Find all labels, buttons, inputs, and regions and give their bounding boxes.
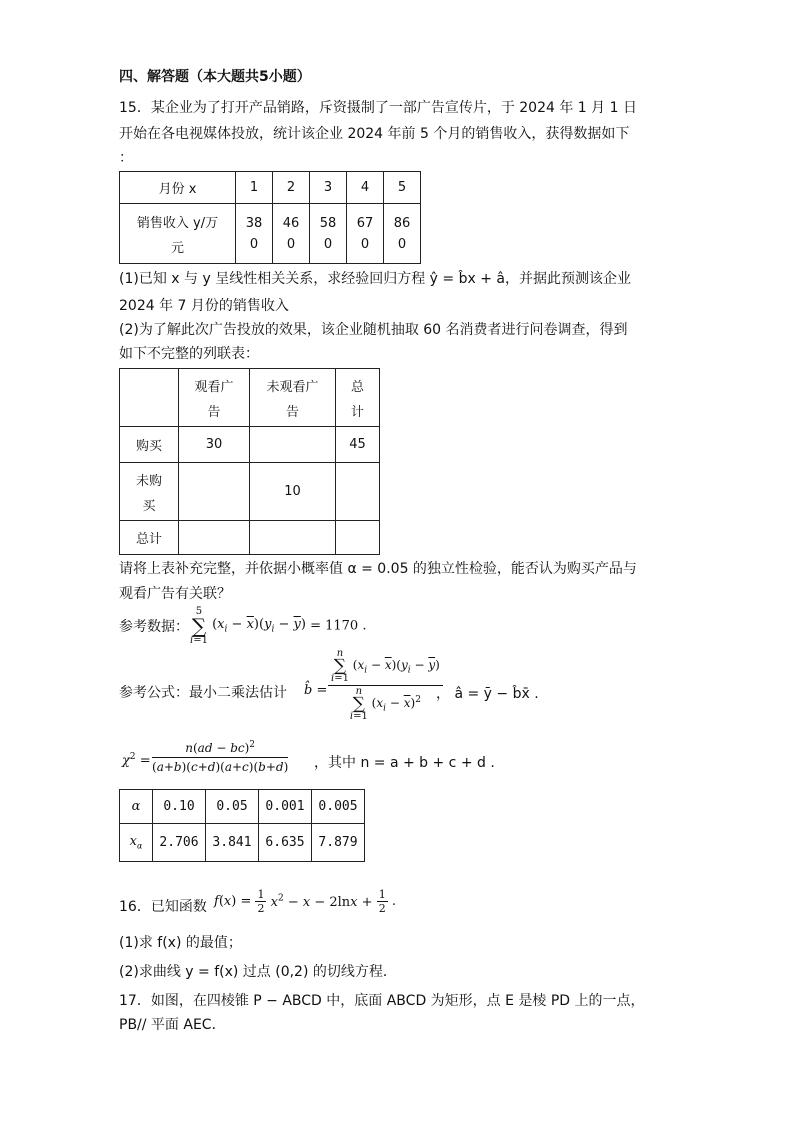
ref-data-value: = 1170 . bbox=[310, 618, 367, 634]
critical-value-table bbox=[119, 789, 365, 862]
cell-buy-not-watched bbox=[250, 427, 336, 463]
alpha-cell: 0.005 bbox=[312, 790, 365, 824]
cell-total-total bbox=[336, 521, 380, 555]
sales-cell: 86 0 bbox=[384, 204, 421, 264]
alpha-cell: 0.05 bbox=[206, 790, 259, 824]
cell-total-watched bbox=[179, 521, 250, 555]
sales-cell: 67 0 bbox=[347, 204, 384, 264]
header-total: 总 计 bbox=[336, 369, 380, 427]
q15-stem-line1: 15．某企业为了打开产品销路，斥资摄制了一部广告宣传片，于 2024 年 1 月 1 日 bbox=[119, 100, 637, 116]
q17-line2: PB// 平面 AEC． bbox=[119, 1017, 226, 1033]
b-hat-symbol: b̂ = bbox=[304, 683, 328, 698]
alpha-label: α bbox=[120, 790, 153, 824]
cell-nobuy-not-watched: 10 bbox=[250, 463, 336, 521]
month-header: 月份 x bbox=[120, 172, 236, 204]
q15-ask-line1: 请将上表补充完整，并依据小概率值 α = 0.05 的独立性检验，能否认为购买产品与 bbox=[119, 561, 637, 577]
a-hat-formula: ， â = ȳ − b̂x̄ . bbox=[436, 686, 539, 702]
q16-stem-prefix: 16．已知函数 bbox=[119, 899, 207, 915]
sales-cell: 38 0 bbox=[236, 204, 273, 264]
header-watched: 观看广 告 bbox=[179, 369, 250, 427]
sum-expression: 5 ∑ i=1 $(x_i - \overline{x})(y_i - \overline{y}) = 1170$ . bbox=[190, 606, 367, 646]
q15-part2-line2: 如下不完整的列联表： bbox=[119, 346, 259, 362]
alpha-cell: 0.001 bbox=[259, 790, 312, 824]
chi-square-fraction: n(ad − bc)$^2$ (a+b)(c+d)(a+c)(b+d) bbox=[152, 740, 289, 774]
ref-formula-label: 参考公式：最小二乘法估计 bbox=[119, 685, 287, 701]
q16-part1: (1)求 f(x) 的最值； bbox=[119, 935, 242, 951]
q17-line1: 17．如图，在四棱锥 P − ABCD 中，底面 ABCD 为矩形，点 E 是棱 PD 上的一点， bbox=[119, 993, 645, 1009]
ref-data-label: 参考数据： bbox=[119, 619, 189, 635]
sales-cell: 46 0 bbox=[273, 204, 310, 264]
q15-part1-line2: 2024 年 7 月份的销售收入 bbox=[119, 298, 289, 314]
q15-part1-line1: (1)已知 x 与 y 呈线性相关关系，求经验回归方程 ŷ = b̂x + â，并据此预测该企业 bbox=[119, 271, 631, 287]
row-nobuy-label: 未购 买 bbox=[120, 463, 179, 521]
row-buy-label: 购买 bbox=[120, 427, 179, 463]
month-cell: 1 bbox=[236, 172, 273, 204]
month-cell: 3 bbox=[310, 172, 347, 204]
cell-buy-total: 45 bbox=[336, 427, 380, 463]
sales-table bbox=[119, 171, 421, 264]
corner-cell bbox=[120, 369, 179, 427]
sales-cell: 58 0 bbox=[310, 204, 347, 264]
section-title: 四、解答题（本大题共5小题） bbox=[119, 69, 311, 85]
x-cell: 2.706 bbox=[153, 824, 206, 862]
month-cell: 4 bbox=[347, 172, 384, 204]
least-squares-fraction: n ∑ i=1 $(x_i - \overline{x})(y_i - \overline{y})$ n ∑ i=1 $(x_i - \overline{x})^2$ bbox=[328, 650, 443, 721]
month-cell: 5 bbox=[384, 172, 421, 204]
q15-stem-line2: 开始在各电视媒体投放，统计该企业 2024 年前 5 个月的销售收入，获得数据如下 bbox=[119, 126, 630, 142]
q15-ask-line2: 观看广告有关联？ bbox=[119, 586, 231, 602]
x-alpha-label: $x_\alpha$ bbox=[120, 824, 153, 862]
row-total-label: 总计 bbox=[120, 521, 179, 555]
cell-nobuy-total bbox=[336, 463, 380, 521]
q15-stem-line3: ： bbox=[119, 150, 133, 166]
chi-tail: ，其中 n = a + b + c + d . bbox=[314, 755, 495, 771]
cell-buy-watched: 30 bbox=[179, 427, 250, 463]
q15-part2-line1: (2)为了解此次广告投放的效果，该企业随机抽取 60 名消费者进行问卷调查，得到 bbox=[119, 322, 628, 338]
cell-total-not-watched bbox=[250, 521, 336, 555]
sales-header: 销售收入 y/万 元 bbox=[120, 204, 236, 264]
x-cell: 3.841 bbox=[206, 824, 259, 862]
contingency-table bbox=[119, 368, 380, 555]
x-cell: 6.635 bbox=[259, 824, 312, 862]
x-cell: 7.879 bbox=[312, 824, 365, 862]
cell-nobuy-watched bbox=[179, 463, 250, 521]
header-not-watched: 未观看广 告 bbox=[250, 369, 336, 427]
q16-function: f(x) = $\frac{1}{2}$ $x^2 - x - 2\ln x$ + $\frac{1}{2}$ . bbox=[214, 888, 396, 915]
alpha-cell: 0.10 bbox=[153, 790, 206, 824]
month-cell: 2 bbox=[273, 172, 310, 204]
q16-part2: (2)求曲线 y = f(x) 过点 (0,2) 的切线方程． bbox=[119, 964, 397, 980]
chi-square-symbol: $\chi^2$ = bbox=[122, 752, 151, 769]
